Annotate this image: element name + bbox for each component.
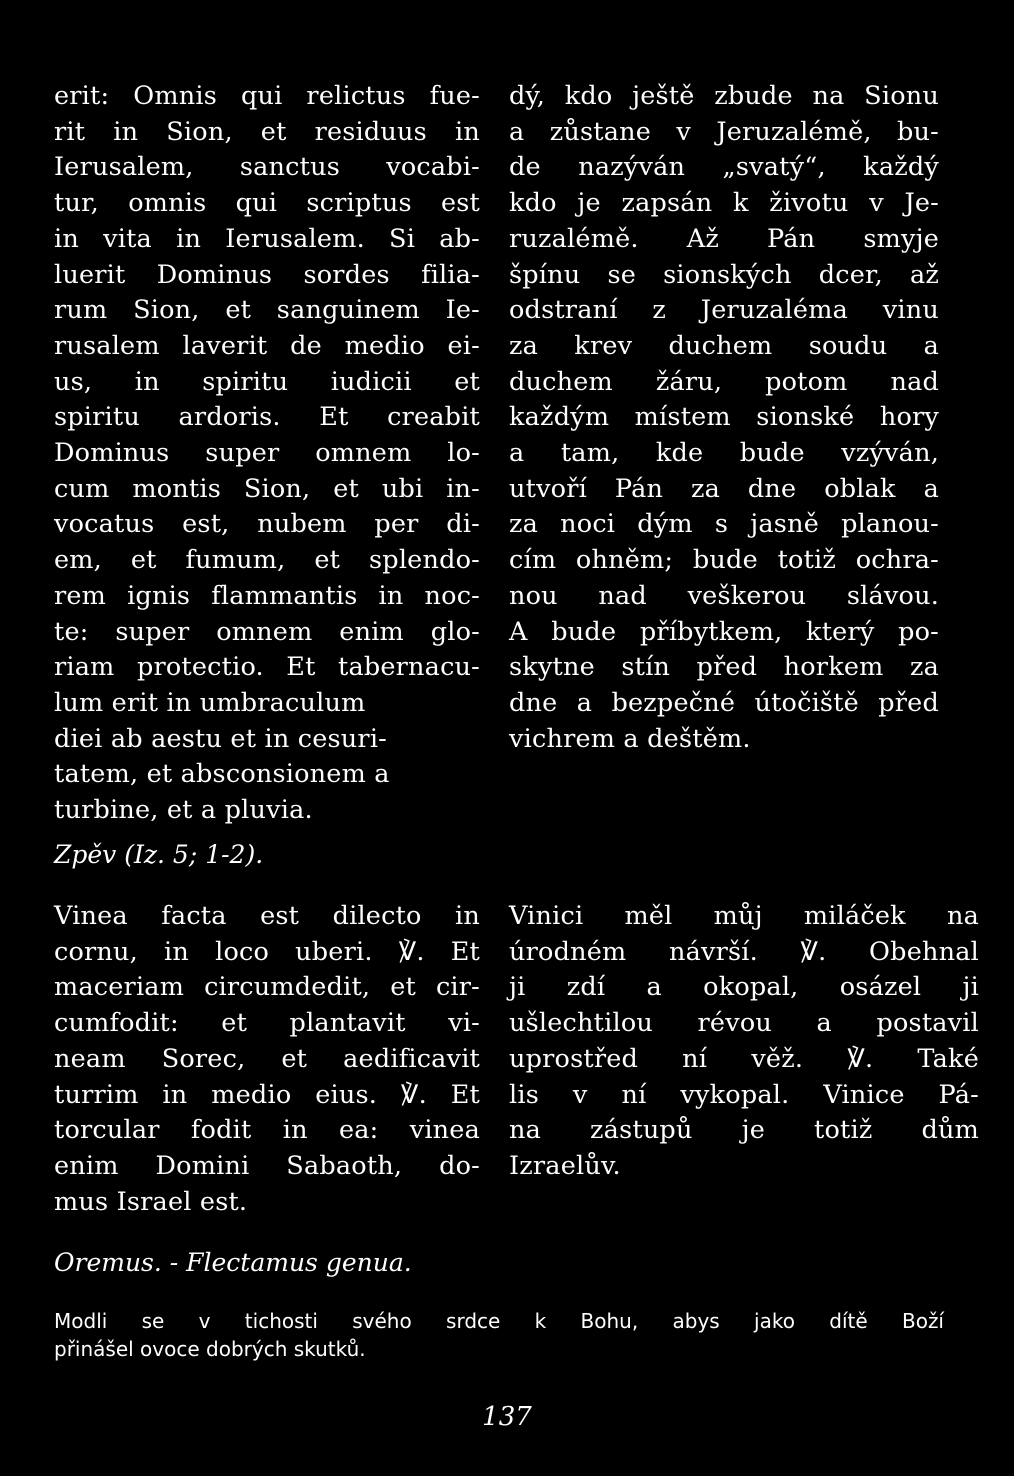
text-line: dne a bezpečné útočiště před [509,687,939,718]
text-line: luerit Dominus sordes filia- [54,259,480,290]
latin-text-column-1 [54,79,480,829]
text-line: Izraelův. [509,1150,621,1181]
text-line: každým místem sionské hory [509,402,939,433]
oremus-line: Oremus. - Flectamus genua. [54,1248,412,1277]
text-line: tur, omnis qui scriptus est [54,188,480,219]
czech-text-column-1 [509,79,939,757]
text-line: cumfodit: et plantavit vi- [54,1008,480,1039]
text-line: rem ignis flammantis in noc- [54,580,480,611]
text-line: diei ab aestu et in cesuri- [54,723,387,754]
text-line: lum erit in umbraculum [54,687,366,718]
text-line: riam protectio. Et tabernacu- [54,652,480,683]
text-line: skytne stín před horkem za [509,652,939,683]
text-line: turbine, et a pluvia. [54,795,313,826]
text-line: ji zdí a okopal, osázel ji [509,972,979,1003]
text-line: turrim in medio eius. ℣. Et [54,1079,480,1110]
text-line: utvoří Pán za dne oblak a [509,473,939,504]
text-line: ušlechtilou révou a postavil [509,1008,979,1039]
text-line: te: super omnem enim glo- [54,616,480,647]
text-line: za krev duchem soudu a [509,330,939,361]
page-number: 137 [482,1402,532,1432]
text-line: tatem, et absconsionem a [54,759,390,790]
text-line: Vinici měl můj miláček na [509,901,979,931]
text-line: odstraní z Jeruzaléma vinu [509,295,939,326]
text-line: Ierusalem, sanctus vocabi- [54,152,480,183]
text-line: cornu, in loco uberi. ℣. Et [54,936,480,967]
text-line: a tam, kde bude vzýván, [509,438,939,469]
text-line: rit in Sion, et residuus in [54,116,480,147]
prayer-line: Modli se v tichosti svého srdce k Bohu, abys jako dítě Boží [54,1309,944,1333]
text-line: ruzalémě. Až Pán smyje [509,223,939,254]
text-line: vichrem a deštěm. [509,723,751,754]
text-line: A bude příbytkem, který po- [509,616,939,647]
text-line: duchem žáru, potom nad [509,366,939,397]
text-line: Vinea facta est dilecto in [54,901,480,931]
text-line: nou nad veškerou slávou. [509,580,939,611]
text-line: maceriam circumdedit, et cir- [54,972,480,1003]
text-line: torcular fodit in ea: vinea [54,1115,480,1146]
text-line: lis v ní vykopal. Vinice Pá- [509,1079,979,1110]
text-line: erit: Omnis qui relictus fue- [54,81,480,111]
text-line: spiritu ardoris. Et creabit [54,402,480,433]
text-line: dý, kdo ještě zbude na Sionu [509,81,939,111]
text-line: uprostřed ní věž. ℣. Také [509,1043,979,1074]
latin-text-column-2 [54,899,480,1220]
section-heading: Zpěv (Iz. 5; 1-2). [54,840,264,869]
text-line: us, in spiritu iudicii et [54,366,480,397]
text-line: špínu se sionských dcer, až [509,259,939,290]
text-line: em, et fumum, et splendo- [54,545,480,576]
prayer-text [54,1307,944,1363]
text-line: na zástupů je totiž dům [509,1115,979,1146]
text-line: enim Domini Sabaoth, do- [54,1150,480,1181]
text-line: in vita in Ierusalem. Si ab- [54,223,480,254]
text-line: vocatus est, nubem per di- [54,509,480,540]
text-line: kdo je zapsán k životu v Je- [509,188,939,219]
czech-text-column-2 [509,899,979,1185]
text-line: za noci dým s jasně planou- [509,509,939,540]
text-line: úrodném návrší. ℣. Obehnal [509,936,979,967]
text-line: Dominus super omnem lo- [54,438,480,469]
text-line: a zůstane v Jeruzalémě, bu- [509,116,939,147]
text-line: rusalem laverit de medio ei- [54,330,480,361]
text-line: de nazýván „svatý“, každý [509,152,939,183]
text-line: mus Israel est. [54,1186,248,1217]
text-line: neam Sorec, et aedificavit [54,1043,480,1074]
text-line: cím ohněm; bude totiž ochra- [509,545,939,576]
text-line: rum Sion, et sanguinem Ie- [54,295,480,326]
prayer-line: přinášel ovoce dobrých skutků. [54,1337,366,1361]
text-line: cum montis Sion, et ubi in- [54,473,480,504]
